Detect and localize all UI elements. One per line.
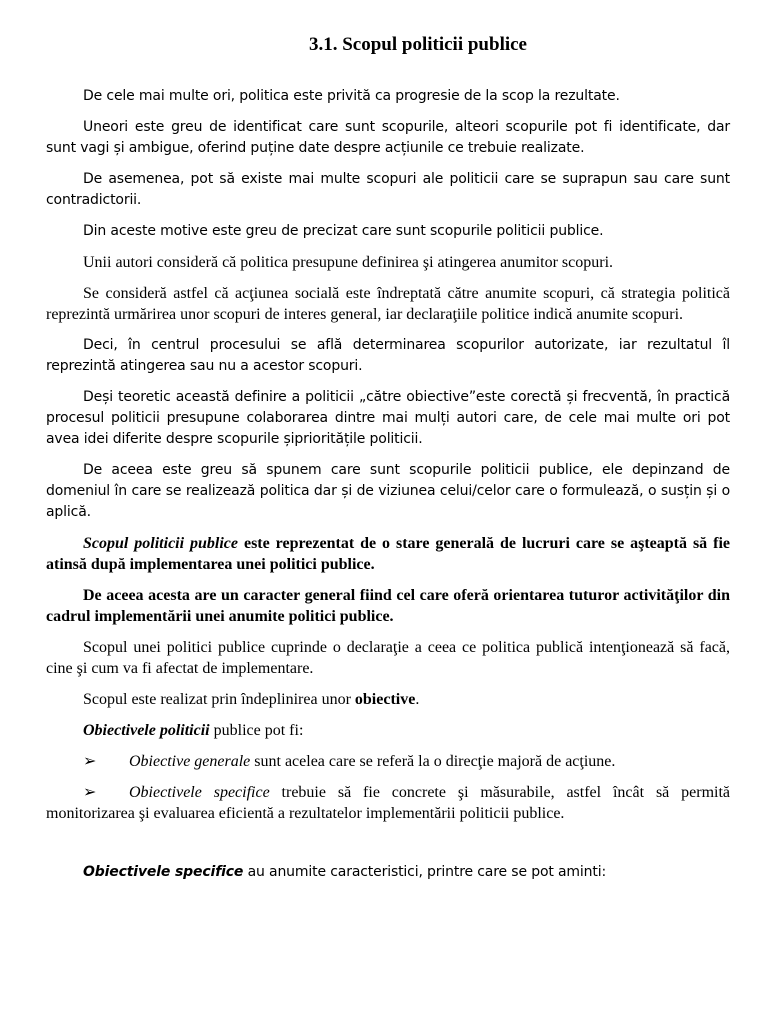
paragraph-3: De asemenea, pot să existe mai multe scopuri ale politicii care se suprapun sau care sunt contradictorii. — [46, 171, 730, 208]
bullet-item-specific-objectives — [46, 782, 730, 824]
scope-definition-text: este reprezentat de o stare generală de lucruri care se aşteaptă să fie atinsă după implementarea unei politici publice. — [46, 535, 731, 573]
paragraph-2: Uneori este greu de identificat care sunt scopurile, alteori scopurile pot fi identificate, dar sunt vagi și ambigue, oferind puține date despre acțiunile ce trebuie realizate. — [46, 119, 730, 156]
paragraph-13 — [46, 689, 730, 710]
paragraph-5: Unii autori consideră că politica presupune definirea şi atingerea anumitor scopuri. — [83, 254, 614, 271]
paragraph-17-text: au anumite caracteristici, printre care se pot aminti: — [243, 864, 607, 880]
bullet-item-general-objectives — [46, 751, 730, 772]
bullet-term: Obiective generale — [129, 753, 251, 770]
paragraph-14 — [46, 720, 730, 741]
specific-objectives-term: Obiectivele specifice — [83, 864, 244, 880]
spacer — [46, 834, 730, 862]
paragraph-12: Scopul unei politici publice cuprinde o declaraţie a ceea ce politica publică intenţionează să facă, cine şi cum va fi afectat de implementare. — [46, 639, 730, 677]
paragraph-4: Din aceste motive este greu de precizat care sunt scopurile politicii publice. — [83, 223, 604, 239]
paragraph-8: Deși teoretic această definire a politicii „către obiective”este corectă și frecventă, în practică procesul politicii presupune colaborarea dintre mai mulți autori care, de cele mai multe ori pot avea idei diferite despre scopurile șiprioritățile politicii. — [46, 389, 730, 447]
paragraph-7: Deci, în centrul procesului se află determinarea scopurilor autorizate, iar rezultatul îl reprezintă atingerea sau nu a acestor scopuri. — [46, 337, 730, 374]
paragraph-scope-definition — [46, 533, 730, 575]
paragraph-9: De aceea este greu să spunem care sunt scopurile politicii publice, ele depinzand de domeniul în care se realizează politica dar și de viziunea celui/celor care o formulează, o susțin și o aplică. — [46, 462, 730, 520]
policy-objectives-term: Obiectivele politicii — [83, 722, 210, 739]
objectives-term: obiective — [354, 691, 416, 708]
paragraph-11: De aceea acesta are un caracter general fiind cel care oferă orientarea tuturor activităţilor din cadrul implementării unei anumite politici publice. — [46, 587, 730, 625]
scope-term: Scopul politicii publice — [83, 535, 239, 552]
arrow-bullet-icon: ➢ — [83, 753, 97, 770]
paragraph-14-text: publice pot fi: — [209, 722, 304, 739]
arrow-bullet-icon: ➢ — [83, 784, 97, 801]
bullet-text: trebuie să fie concrete şi măsurabile, astfel încât să permită monitorizarea şi evaluarea eficientă a rezultatelor implementării politicii publice. — [46, 784, 731, 822]
bullet-term: Obiectivele specifice — [129, 784, 270, 801]
page-title: 3.1. Scopul politicii publice — [308, 34, 527, 55]
paragraph-13-text: Scopul este realizat prin îndeplinirea unor — [83, 691, 355, 708]
paragraph-13-end: . — [415, 691, 420, 708]
paragraph-17 — [46, 862, 730, 883]
bullet-text: sunt acelea care se referă la o direcţie majoră de acţiune. — [250, 753, 616, 770]
paragraph-6: Se consideră astfel că acţiunea socială este îndreptată către anumite scopuri, că strategia politică reprezintă urmărirea unor scopuri de interes general, iar declaraţiile politice indică anumite scopuri. — [46, 285, 730, 323]
document-page — [46, 34, 730, 893]
paragraph-1: De cele mai multe ori, politica este privită ca progresie de la scop la rezultate. — [83, 88, 620, 104]
